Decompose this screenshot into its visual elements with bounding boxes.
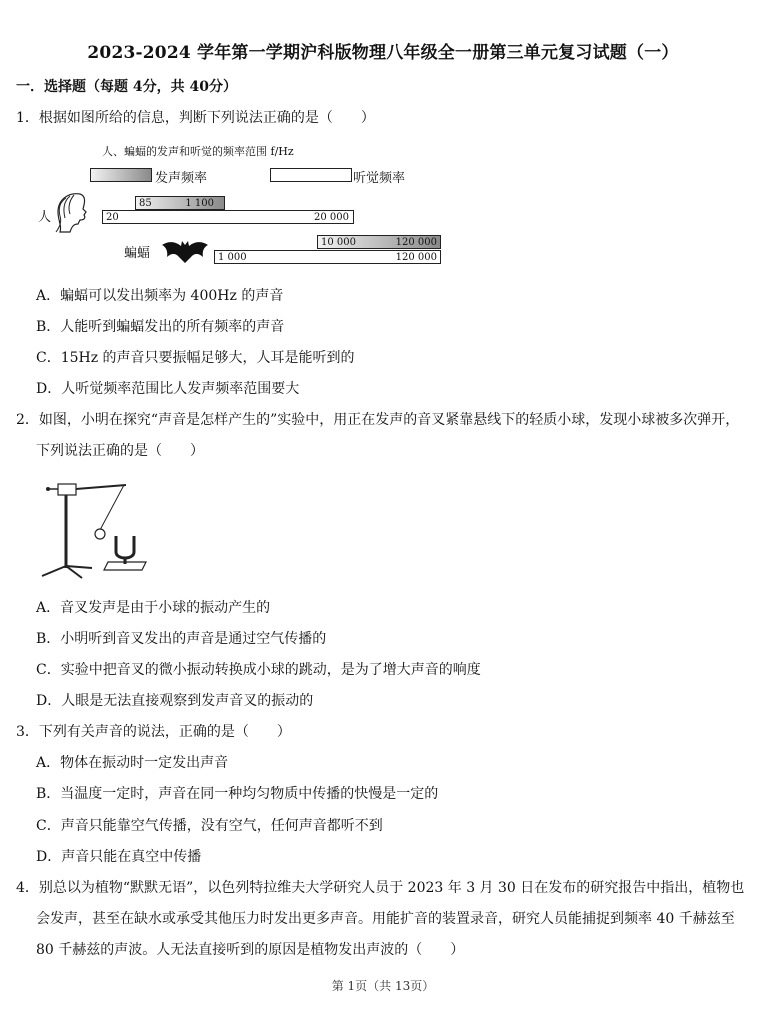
human-label: 人: [38, 210, 52, 225]
q2-option-c: C．实验中把音叉的微小振动转换成小球的跳动，是为了增大声音的响度: [36, 662, 481, 678]
legend-emit-label: 发声频率: [155, 171, 208, 186]
human-hear-bar: [102, 210, 354, 224]
question-1-stem: 1．根据如图所给的信息，判断下列说法正确的是（ ）: [16, 110, 375, 126]
question-4-line3: 80 千赫兹的声波。人无法直接听到的原因是植物发出声波的（ ）: [36, 942, 465, 958]
q3-option-a: A．物体在振动时一定发出声音: [36, 755, 229, 771]
q2-option-d: D．人眼是无法直接观察到发声音叉的振动的: [36, 693, 314, 709]
q2-option-a: A．音叉发声是由于小球的振动产生的: [36, 600, 271, 616]
q3-option-d: D．声音只能在真空中传播: [36, 849, 202, 865]
question-4-line1: 4．别总以为植物“默默无语”，以色列特拉维夫大学研究人员于 2023 年 3 月 30 日在发布的研究报告中指出，植物也: [16, 880, 745, 896]
legend-hear-label: 听觉频率: [353, 171, 406, 186]
bat-hear-high: 120 000: [395, 252, 437, 263]
bat-hear-low: 1 000: [218, 252, 247, 263]
legend-emit-swatch: [90, 168, 152, 182]
q3-option-c: C．声音只能靠空气传播，没有空气，任何声音都听不到: [36, 818, 383, 834]
human-hear-high: 20 000: [314, 212, 349, 223]
section-heading: 一．选择题（每题 4分，共 40分）: [16, 79, 237, 95]
question-2-stem-line2: 下列说法正确的是（ ）: [36, 443, 204, 459]
bat-icon: [160, 235, 210, 265]
question-4-line2: 会发声，甚至在缺水或承受其他压力时发出更多声音。用能扩音的装置录音，研究人员能捕捉到频率 40 千赫兹至: [36, 911, 735, 927]
page-footer: 第 1页（共 13页）: [331, 979, 435, 993]
q2-option-b: B．小明听到音叉发出的声音是通过空气传播的: [36, 631, 327, 647]
q1-option-d: D．人听觉频率范围比人发声频率范围要大: [36, 381, 300, 397]
question-3-stem: 3．下列有关声音的说法，正确的是（ ）: [16, 724, 291, 740]
question-1-figure: [30, 140, 450, 270]
human-hear-low: 20: [106, 212, 119, 223]
legend-hear-swatch: [270, 168, 352, 182]
bat-label: 蝙蝠: [124, 246, 151, 261]
q3-option-b: B．当温度一定时，声音在同一种均匀物质中传播的快慢是一定的: [36, 786, 439, 802]
question-2-stem-line1: 2．如图，小明在探究“声音是怎样产生的”实验中，用正在发声的音叉紧靠悬线下的轻质小球，发现小球被多次弹开，: [16, 412, 740, 428]
q1-option-c: C．15Hz 的声音只要振幅足够大，人耳是能听到的: [36, 350, 355, 366]
bat-emit-low: 10 000: [321, 237, 356, 248]
bat-hear-bar: [214, 250, 441, 264]
tuning-fork-apparatus-figure: [36, 470, 156, 582]
page-title: 2023-2024 学年第一学期沪科版物理八年级全一册第三单元复习试题（一）: [87, 43, 679, 63]
human-head-icon: [50, 190, 98, 234]
human-emit-high: 1 100: [185, 198, 214, 209]
bat-emit-high: 120 000: [395, 237, 437, 248]
human-emit-low: 85: [139, 198, 152, 209]
bat-emit-bar: [317, 235, 441, 249]
figure-caption: 人、蝙蝠的发声和听觉的频率范围 f/Hz: [102, 145, 294, 158]
q1-option-b: B．人能听到蝙蝠发出的所有频率的声音: [36, 319, 285, 335]
q1-option-a: A．蝙蝠可以发出频率为 400Hz 的声音: [36, 288, 284, 304]
human-emit-bar: [135, 196, 225, 210]
